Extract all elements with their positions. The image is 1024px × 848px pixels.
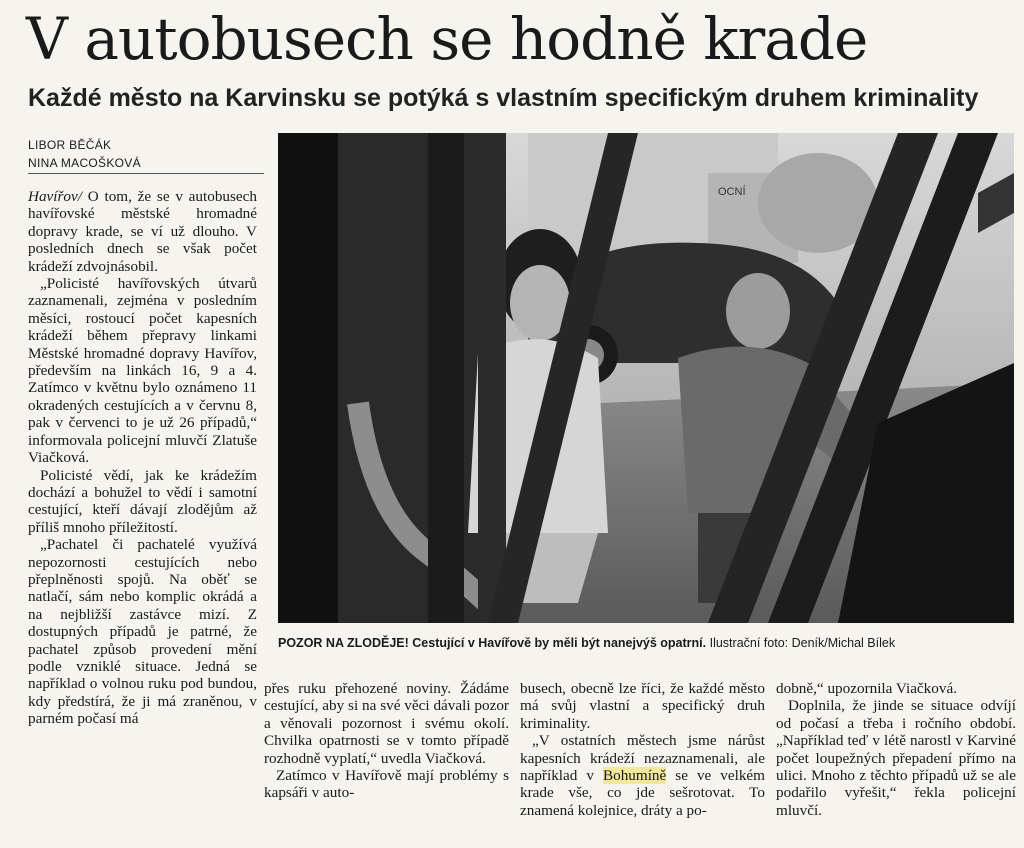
- paragraph-text: se ve velkém krade vše, co jde sešrotovat. To znamená kolejnice, dráty a po-: [520, 767, 765, 819]
- subheadline: Každé město na Karvinsku se potýká s vlastním specifickým druhem kriminality: [28, 84, 979, 112]
- paragraph: Doplnila, že jinde se situace odvíjí od počasí a třeba i ročního období. „Například teď v létě narostl v Karviné počet loupežných přepadení přímo na ulici. Mnoho z těchto případů už se ale podařilo vyřešit,“ řekla policejní mluvčí.: [776, 697, 1016, 819]
- photo-credit: Ilustrační foto: Deník/Michal Bílek: [709, 636, 896, 650]
- paragraph: [28, 188, 257, 275]
- article-column-1: [28, 188, 257, 728]
- article-column-4: [776, 680, 1016, 819]
- caption-title: POZOR NA ZLODĚJE! Cestující v Havířově by měli být nanejvýš opatrní.: [278, 636, 707, 650]
- shop-sign: OCNÍ: [718, 186, 746, 198]
- bus-door-photo: [278, 133, 1014, 623]
- paragraph: „Pachatel či pachatelé využívá nepozornosti cestujících nebo přeplněnosti spojů. Na oběť se natlačí, sám nebo komplic okrádá a na nejbližší zastávce mizí. Z dostupných případů je patrné, že pachatel způsob provedení mění podle vzniklé situace. Jedná se například o volnou ruku pod bundou, kdy předstírá, že ji má zraněnou, v parném počasí má: [28, 536, 257, 728]
- highlighted-word: Bohumíně: [602, 767, 667, 785]
- paragraph-text: O tom, že se v autobusech havířovské městské hromadné dopravy krade, se ví už dlouho. V posledních dnech se však počet krádeží zdvojnásobil.: [28, 188, 257, 275]
- dateline: Havířov/: [28, 188, 82, 205]
- paragraph-text: „V ostatních městech jsme nárůst kapesních krádeží nezaznamenali, ale například v: [520, 732, 765, 785]
- paragraph: přes ruku přehozené noviny. Žádáme cestující, aby si na své věci dávali pozor a věnovali pozornost i svému okolí. Chvilka opatrnosti se v tomto případě rozhodně vyplatí,“ uvedla Viačková.: [264, 680, 509, 767]
- paragraph: [520, 732, 765, 819]
- paragraph: Zatímco v Havířově mají problémy s kapsáři v auto-: [264, 767, 509, 802]
- article-column-2: [264, 680, 509, 802]
- paragraph: busech, obecně lze říci, že každé město má svůj vlastní a specifický druh kriminality.: [520, 680, 765, 732]
- headline: V autobusech se hodně krade: [26, 5, 868, 73]
- article-photo: [278, 133, 1014, 623]
- author-byline: NINA MACOŠKOVÁ: [28, 156, 141, 170]
- article-column-3: [520, 680, 765, 819]
- photo-caption: [278, 636, 1018, 650]
- byline-rule: [28, 173, 264, 174]
- paragraph: Policisté vědí, jak ke krádežím dochází a bohužel to vědí i samotní cestující, kteří dávají zlodějům až příliš mnoho příležitostí.: [28, 466, 257, 536]
- paragraph: dobně,“ upozornila Viačková.: [776, 680, 957, 697]
- author-byline: LIBOR BĚČÁK: [28, 138, 112, 152]
- paragraph: „Policisté havířovských útvarů zaznamenali, zejména v posledním měsíci, rostoucí počet kapesních krádeží během přepravy linkami Městské hromadné dopravy Havířov, především na linkách 16, 9 a 4. Zatímco v květnu bylo oznámeno 11 okradených cestujících a v červnu 8, pak v červenci to je už 26 případů,“ informovala policejní mluvčí Zlatuše Viačková.: [28, 275, 257, 467]
